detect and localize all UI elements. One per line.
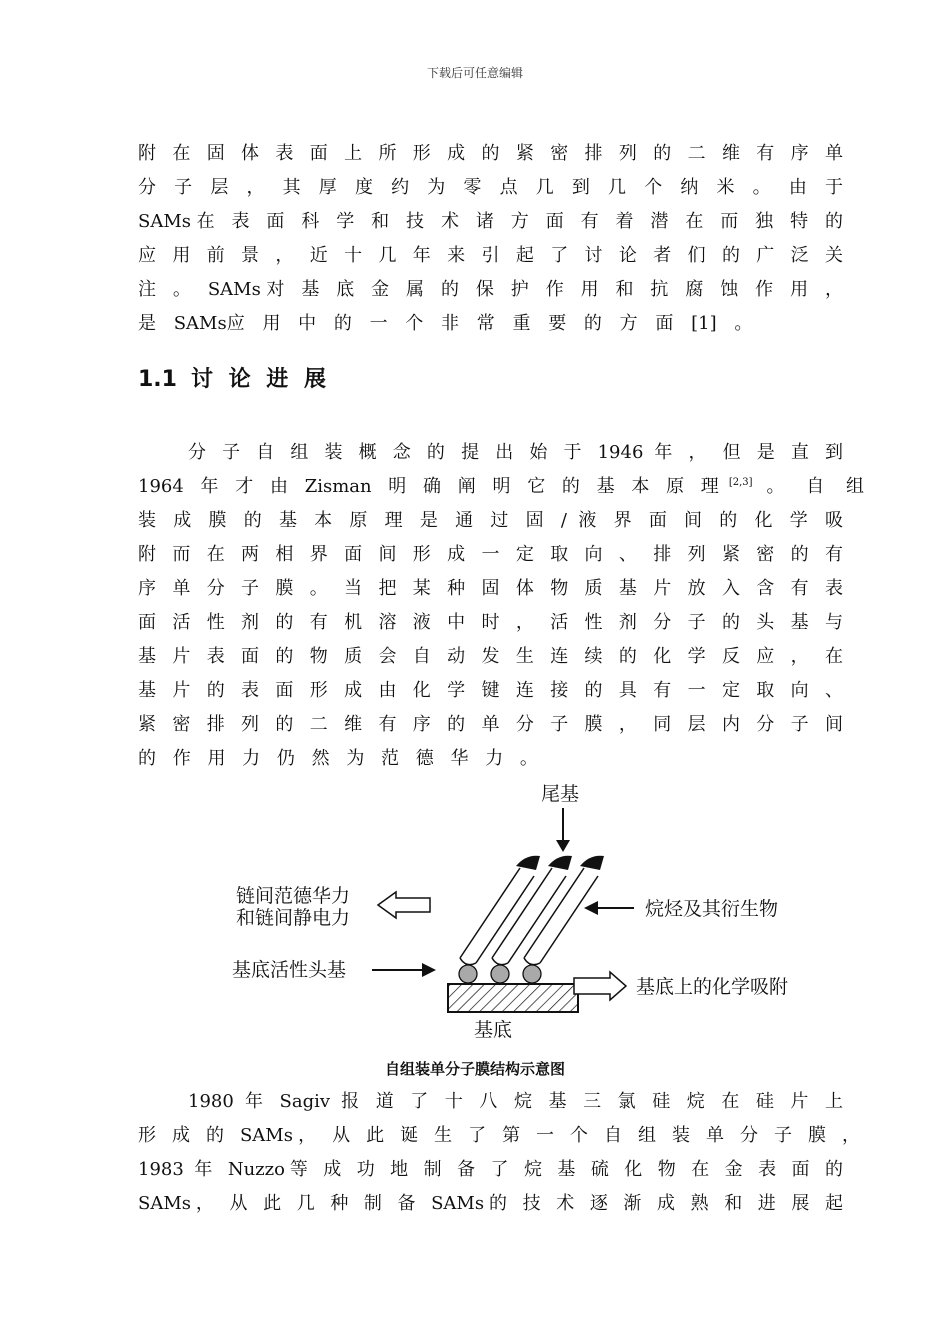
para2-line-2-text: 1964 年 才 由 Zisman 明 确 阐 明 它 的 基 本 原 理 (138, 476, 719, 497)
para2-line-5: 序 单 分 子 膜 。 当 把 某 种 固 体 物 质 基 片 放 入 含 有 表 (138, 578, 843, 599)
head-group-1 (459, 965, 477, 983)
para2-line-1: 分 子 自 组 装 概 念 的 提 出 始 于 1946 年 ， 但 是 直 到 (188, 442, 844, 463)
para1-line-6: 是 SAMs应 用 中 的 一 个 非 常 重 要 的 方 面 [1] 。 (138, 313, 753, 334)
vdw-label-line-2: 和链间静电力 (236, 907, 351, 929)
section-title: 讨 论 进 展 (190, 367, 330, 392)
figure-caption: 自组装单分子膜结构示意图 (384, 1060, 565, 1078)
alkane-label: 烷烃及其衍生物 (645, 898, 779, 920)
substrate-block (448, 984, 578, 1012)
page-header: 下载后可任意编辑 (426, 66, 523, 80)
para2-line-6: 面 活 性 剂 的 有 机 溶 液 中 时 ， 活 性 剂 分 子 的 头 基 与 (138, 612, 843, 633)
tail-arrow-head (556, 840, 570, 852)
vdw-hollow-arrow (378, 892, 430, 918)
para1-line-4: 应 用 前 景 ， 近 十 几 年 来 引 起 了 讨 论 者 们 的 广 泛 关 (138, 245, 843, 266)
head-arrow-head (422, 963, 436, 977)
chem-hollow-arrow (574, 972, 626, 1000)
para2-line-7: 基 片 表 面 的 物 质 会 自 动 发 生 连 续 的 化 学 反 应 ， 在 (138, 646, 843, 667)
substrate-label: 基底 (474, 1019, 513, 1041)
para2-line-2 (138, 470, 864, 504)
para2-line-10: 的 作 用 力 仍 然 为 范 德 华 力 。 (138, 748, 538, 769)
section-number: 1.1 (138, 367, 177, 392)
para3-line-3: 1983 年 Nuzzo等 成 功 地 制 备 了 烷 基 硫 化 物 在 金 表 面 的 (138, 1159, 843, 1180)
para2-line-8: 基 片 的 表 面 形 成 由 化 学 键 连 接 的 具 有 一 定 取 向 、 (138, 680, 843, 701)
para2-line-4: 附 而 在 两 相 界 面 间 形 成 一 定 取 向 、 排 列 紧 密 的 有 (138, 544, 843, 565)
sam-structure-diagram (0, 778, 950, 1048)
tail-group-label: 尾基 (541, 783, 580, 805)
head-group-2 (491, 965, 509, 983)
citation-ref: [2,3] (728, 477, 753, 488)
para1-line-2: 分 子 层 ， 其 厚 度 约 为 零 点 几 到 几 个 纳 米 。 由 于 (138, 177, 843, 198)
head-group-label: 基底活性头基 (232, 959, 347, 981)
para1-line-5: 注 。 SAMs对 基 底 金 属 的 保 护 作 用 和 抗 腐 蚀 作 用 ， (138, 279, 843, 300)
para2-line-2-tail: 。 自 组 (766, 476, 864, 497)
para1-line-1: 附 在 固 体 表 面 上 所 形 成 的 紧 密 排 列 的 二 维 有 序 单 (138, 143, 843, 164)
para3-line-2: 形 成 的 SAMs， 从 此 诞 生 了 第 一 个 自 组 装 单 分 子 膜 ， (138, 1125, 860, 1146)
para2-line-9: 紧 密 排 列 的 二 维 有 序 的 单 分 子 膜 ， 同 层 内 分 子 间 (138, 714, 843, 735)
alkane-chains (460, 868, 598, 965)
alkane-arrow-head (584, 901, 598, 915)
para2-line-3: 装 成 膜 的 基 本 原 理 是 通 过 固 / 液 界 面 间 的 化 学 吸 (138, 510, 843, 531)
head-group-3 (523, 965, 541, 983)
para1-line-3: SAMs在 表 面 科 学 和 技 术 诸 方 面 有 着 潜 在 而 独 特 的 (138, 211, 843, 232)
section-heading (138, 362, 330, 393)
para3-line-4: SAMs， 从 此 几 种 制 备 SAMs的 技 术 逐 渐 成 熟 和 进 展 起 (138, 1193, 843, 1214)
chem-adsorption-label: 基底上的化学吸附 (636, 976, 789, 998)
para3-line-1: 1980 年 Sagiv 报 道 了 十 八 烷 基 三 氯 硅 烷 在 硅 片 上 (188, 1091, 843, 1112)
vdw-label-line-1: 链间范德华力 (236, 885, 351, 907)
